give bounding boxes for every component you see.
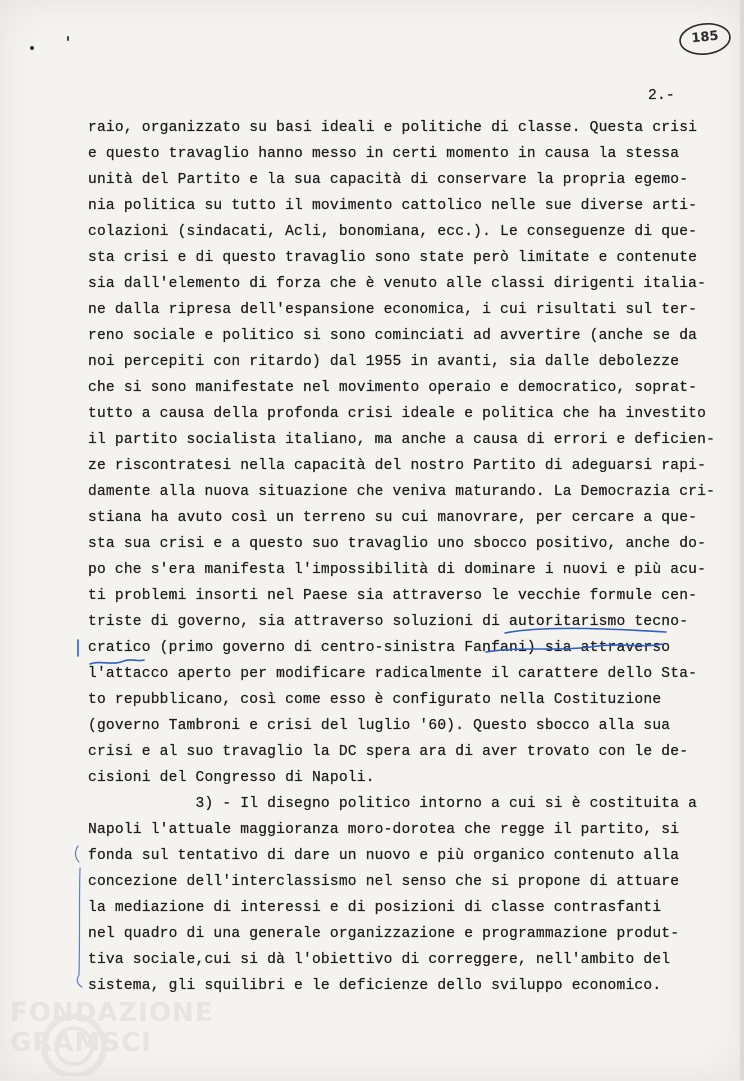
text-line: ti problemi insorti nel Paese sia attraverso le vecchie formule cen- <box>88 588 698 604</box>
watermark-logo <box>6 996 216 1076</box>
text-line: unità del Partito e la sua capacità di conservare la propria egemo- <box>88 172 689 188</box>
text-line: ze riscontratesi nella capacità del nostro Partito di adeguarsi rapi- <box>88 458 707 474</box>
margin-bracket-bottom <box>77 975 82 987</box>
text-line: triste di governo, sia attraverso soluzioni di autoritarismo tecno- <box>88 614 689 630</box>
text-line: cratico (primo governo di centro-sinistra Fanfani) sia attraverso <box>88 640 671 656</box>
text-line: nia politica su tutto il movimento cattolico nelle sue diverse arti- <box>88 198 698 214</box>
archive-stamp-number: 185 <box>690 28 720 47</box>
text-line: sta sua crisi e a questo suo travaglio uno sbocco positivo, anche do- <box>88 536 707 552</box>
text-line: ne dalla ripresa dell'espansione economica, i cui risultati sul ter- <box>88 302 698 318</box>
text-line: noi percepiti con ritardo) dal 1955 in avanti, sia dalle debolezze <box>88 354 680 370</box>
text-line: e questo travaglio hanno messo in certi momento in causa la stessa <box>88 146 680 162</box>
ink-speck <box>30 46 34 50</box>
page-number: 2.- <box>648 88 675 104</box>
margin-bracket-line <box>79 868 80 975</box>
text-line: cisioni del Congresso di Napoli. <box>88 770 375 786</box>
page-edge <box>740 0 744 1080</box>
text-line: damente alla nuova situazione che veniva maturando. La Democrazia cri- <box>88 484 716 500</box>
text-line: nel quadro di una generale organizzazione e programmazione produt- <box>88 926 680 942</box>
text-line: sta crisi e di questo travaglio sono state però limitate e contenute <box>88 250 698 266</box>
text-line: crisi e al suo travaglio la DC spera ara di aver trovato con le de- <box>88 744 689 760</box>
text-line: to repubblicano, così come esso è configurato nella Costituzione <box>88 692 662 708</box>
text-line: il partito socialista italiano, ma anche a causa di errori e deficien- <box>88 432 716 448</box>
text-line: tutto a causa della profonda crisi ideale e politica che ha investito <box>88 406 707 422</box>
text-line: fonda sul tentativo di dare un nuovo e più organico contenuto alla <box>88 848 680 864</box>
text-line: che si sono manifestate nel movimento operaio e democratico, soprat- <box>88 380 698 396</box>
text-line: 3) - Il disegno politico intorno a cui si è costituita a <box>88 796 698 812</box>
text-line: l'attacco aperto per modificare radicalmente il carattere dello Sta- <box>88 666 698 682</box>
watermark-text: FONDAZIONE GRAMSCI <box>10 998 214 1058</box>
ink-speck <box>67 36 69 41</box>
text-line: po che s'era manifesta l'impossibilità di dominare i nuovi e più acu- <box>88 562 707 578</box>
text-line: stiana ha avuto così un terreno su cui manovrare, per cercare a que- <box>88 510 698 526</box>
text-line: concezione dell'interclassismo nel senso che si propone di attuare <box>88 874 680 890</box>
text-line: raio, organizzato su basi ideali e politiche di classe. Questa crisi <box>88 120 698 136</box>
margin-bracket-top <box>75 846 79 862</box>
archive-stamp <box>678 22 732 56</box>
text-line: colazioni (sindacati, Acli, bonomiana, ecc.). Le conseguenze di que- <box>88 224 698 240</box>
text-line: reno sociale e politico si sono cominciati ad avvertire (anche se da <box>88 328 698 344</box>
text-line: sistema, gli squilibri e le deficienze dello sviluppo economico. <box>88 978 662 994</box>
text-line: (governo Tambroni e crisi del luglio '60). Questo sbocco alla sua <box>88 718 671 734</box>
text-line: tiva sociale,cui si dà l'obiettivo di correggere, nell'ambito del <box>88 952 671 968</box>
text-line: sia dall'elemento di forza che è venuto alle classi dirigenti italia- <box>88 276 707 292</box>
text-line: Napoli l'attuale maggioranza moro-dorotea che regge il partito, si <box>88 822 680 838</box>
text-line: la mediazione di interessi e di posizioni di classe contrasfanti <box>88 900 662 916</box>
